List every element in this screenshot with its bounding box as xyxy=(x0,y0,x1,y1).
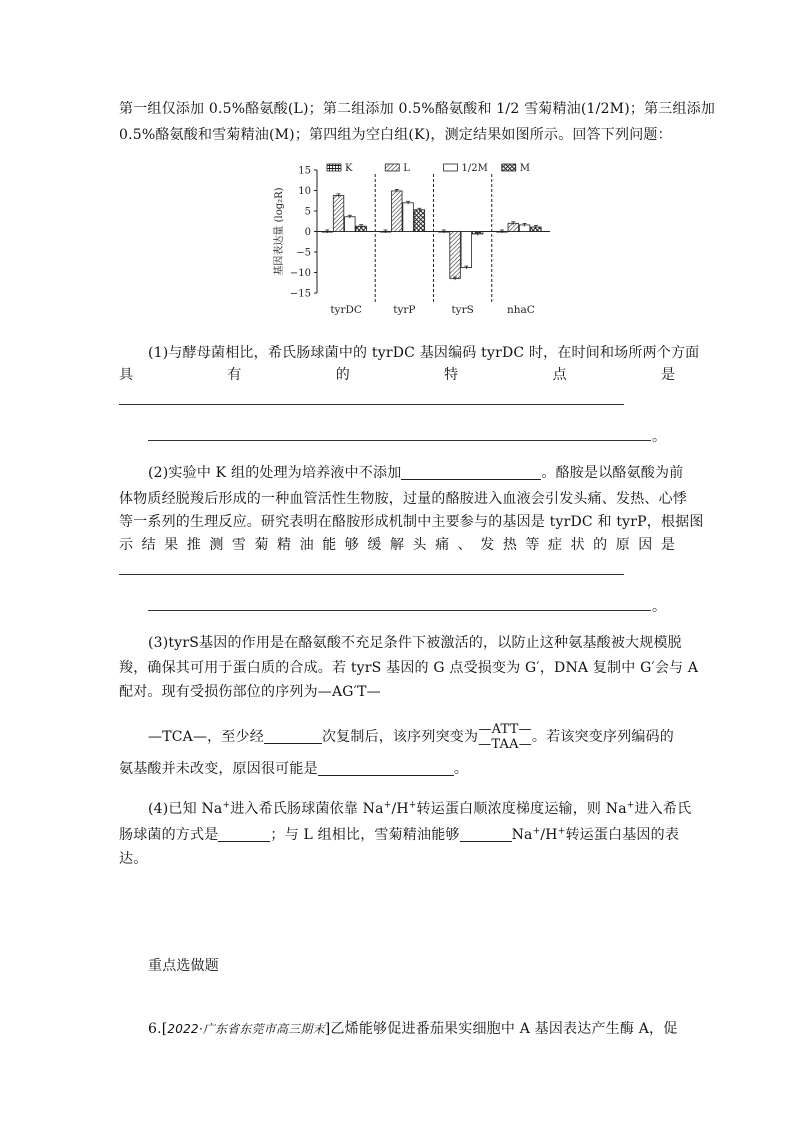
justified-char: 测 xyxy=(209,537,224,553)
justified-char: 热 xyxy=(502,537,517,553)
q4-text: Na xyxy=(511,827,533,843)
superscript: + xyxy=(408,800,417,811)
q4-text: 肠球菌的方式是 xyxy=(119,827,219,843)
x-tick-label: tyrDC xyxy=(330,304,362,316)
q2-line-2: 体物质经脱羧后形成的一种血管活性生物胺，过量的酪胺进入血液会引发头痛、发热、心悸 xyxy=(119,491,687,507)
q4-text: /H xyxy=(391,801,409,817)
justified-char: 、 xyxy=(457,537,472,553)
superscript: + xyxy=(383,800,392,811)
bar-1-2M-tyrDC xyxy=(345,217,356,232)
q4-line-1 xyxy=(148,796,691,822)
justified-char: 状 xyxy=(570,537,585,553)
y-tick-label: −10 xyxy=(289,268,311,279)
q4-text: 进入希氏 xyxy=(634,801,692,817)
q3-line-3: 配对。现有受损伤部位的序列为—AG′T— xyxy=(119,684,381,700)
y-tick-label: 15 xyxy=(298,165,311,177)
y-tick-label: 5 xyxy=(304,206,311,218)
justified-char: 因 xyxy=(638,537,653,553)
answer-line xyxy=(119,404,624,405)
y-tick-label: 0 xyxy=(304,227,311,238)
superscript: + xyxy=(532,826,541,837)
justified-char: 头 xyxy=(412,537,427,553)
mutated-sequence xyxy=(478,722,532,752)
q4-text: /H xyxy=(540,827,558,843)
q3-line-5b: 。 xyxy=(453,761,469,777)
q3-line-1: (3)tyrS基因的作用是在酪氨酸不充足条件下被激活的，以防止这种氨基酸被大规模脱 xyxy=(148,635,682,651)
superscript: + xyxy=(557,826,566,837)
justified-char: 够 xyxy=(344,537,359,553)
legend-swatch xyxy=(502,164,516,171)
q4-text: (4)已知 Na xyxy=(148,801,223,817)
y-axis-label-text: 基因表达量 (log₂R) xyxy=(274,187,285,276)
q2-line-4 xyxy=(119,532,675,558)
justified-char: 缓 xyxy=(367,537,382,553)
legend-swatch xyxy=(444,164,458,171)
intro-line-2: 0.5%酪氨酸和雪菊精油(M)；第四组为空白组(K)，测定结果如图所示。回答下列问题： xyxy=(119,127,672,143)
q3-line-4c: 。若该突变序列编码的 xyxy=(531,729,674,745)
bar-M-tyrP xyxy=(414,210,425,232)
bar-L-tyrDC xyxy=(333,195,344,231)
q2-line-1 xyxy=(148,460,683,486)
justified-char: 推 xyxy=(186,537,201,553)
q4-line-2 xyxy=(119,822,679,848)
answer-blank[interactable] xyxy=(318,761,454,776)
justified-char: 果 xyxy=(164,537,179,553)
bar-1-2M-tyrP xyxy=(403,203,414,232)
q4-text: 转运蛋白基因的表 xyxy=(565,827,680,843)
legend-swatch xyxy=(385,164,399,171)
answer-blank[interactable] xyxy=(218,827,270,842)
q4-text: 转运蛋白顺浓度梯度运输，则 Na xyxy=(416,801,627,817)
justified-char: 油 xyxy=(299,537,314,553)
q2-line-1b: 。酪胺是以酪氨酸为前 xyxy=(541,465,684,481)
bar-L-tyrP xyxy=(392,191,403,232)
x-tick-label: nhaC xyxy=(506,304,535,316)
y-tick-label: −15 xyxy=(289,288,311,300)
answer-blank[interactable] xyxy=(401,465,541,480)
sequence-bottom: —TAA— xyxy=(478,737,532,752)
q6-prefix: 6.[ xyxy=(148,1021,168,1037)
q3-line-5a: 氨基酸并未改变，原因很可能是 xyxy=(119,761,318,777)
answer-line xyxy=(148,610,651,611)
answer-blank[interactable] xyxy=(460,827,512,842)
justified-char: 特 xyxy=(444,367,459,383)
x-tick-label: tyrS xyxy=(451,304,474,316)
legend-label: 1/2M xyxy=(461,163,488,174)
q4-text: ；与 L 组相比，雪菊精油能够 xyxy=(270,827,460,843)
justified-char: 雪 xyxy=(231,537,246,553)
justified-char: 的 xyxy=(335,367,350,383)
legend-label: M xyxy=(519,163,530,174)
justified-char: 有 xyxy=(227,367,242,383)
justified-char: 发 xyxy=(480,537,495,553)
justified-char: 精 xyxy=(277,537,292,553)
justified-char: 能 xyxy=(322,537,337,553)
q2-line-3: 等一系列的生理反应。研究表明在酪胺形成机制中主要参与的基因是 tyrDC 和 tyrP，根据图 xyxy=(119,514,704,530)
answer-line xyxy=(148,440,651,441)
justified-char: 痛 xyxy=(435,537,450,553)
y-tick-label: −5 xyxy=(296,247,311,259)
q3-line-4b: 次复制后，该序列突变为 xyxy=(321,729,479,745)
answer-blank[interactable] xyxy=(264,729,322,744)
answer-line xyxy=(119,574,624,575)
q6-source: 2022·广东省东莞市高三期末 xyxy=(167,1022,325,1036)
y-axis-label xyxy=(272,187,285,275)
sequence-top: —ATT— xyxy=(478,722,532,737)
justified-char: 具 xyxy=(119,367,133,383)
legend-swatch xyxy=(327,164,341,171)
justified-char: 点 xyxy=(552,367,567,383)
x-tick-label: tyrP xyxy=(393,304,416,316)
justified-char: 是 xyxy=(660,367,675,383)
q4-text: 进入希氏肠球菌依靠 Na xyxy=(230,801,384,817)
q1-line-1: (1)与酵母菌相比，希氏肠球菌中的 tyrDC 基因编码 tyrDC 时，在时间和场所两个方面 xyxy=(148,345,700,361)
q2-line-1a: (2)实验中 K 组的处理为培养液中不添加 xyxy=(148,465,402,481)
bar-1-2M-tyrS xyxy=(461,232,472,268)
q3-line-4a: —TCA—，至少经 xyxy=(148,729,264,745)
justified-char: 是 xyxy=(660,537,675,553)
section-title: 重点选做题 xyxy=(148,958,219,974)
bar-L-tyrS xyxy=(450,232,461,279)
intro-line-1: 第一组仅添加 0.5%酪氨酸(L)；第二组添加 0.5%酪氨酸和 1/2 雪菊精油(1/2M)；第三组添加 xyxy=(119,101,716,117)
superscript: + xyxy=(626,800,635,811)
gene-expression-chart xyxy=(268,158,564,320)
y-tick-label: 10 xyxy=(298,186,311,197)
justified-char: 原 xyxy=(615,537,630,553)
superscript: + xyxy=(222,800,231,811)
justified-char: 结 xyxy=(141,537,156,553)
justified-char: 解 xyxy=(389,537,404,553)
q3-line-2: 羧，确保其可用于蛋白质的合成。若 tyrS 基因的 G 点受损变为 G′，DNA 复制中 G′会与 A xyxy=(119,660,699,676)
q3-line-4 xyxy=(148,722,674,752)
q4-line-3: 达。 xyxy=(119,851,148,867)
q6-text: ]乙烯能够促进番茄果实细胞中 A 基因表达产生酶 A，促 xyxy=(324,1021,678,1037)
period: 。 xyxy=(652,599,667,615)
legend-label: L xyxy=(403,163,410,174)
q6-line-1 xyxy=(148,1016,677,1042)
q1-line-2 xyxy=(119,362,675,388)
q3-line-5 xyxy=(119,756,468,782)
period: 。 xyxy=(652,429,667,445)
legend-label: K xyxy=(345,163,353,174)
justified-char: 的 xyxy=(593,537,608,553)
justified-char: 等 xyxy=(525,537,540,553)
justified-char: 示 xyxy=(119,537,133,553)
justified-char: 菊 xyxy=(254,537,269,553)
justified-char: 症 xyxy=(547,537,562,553)
